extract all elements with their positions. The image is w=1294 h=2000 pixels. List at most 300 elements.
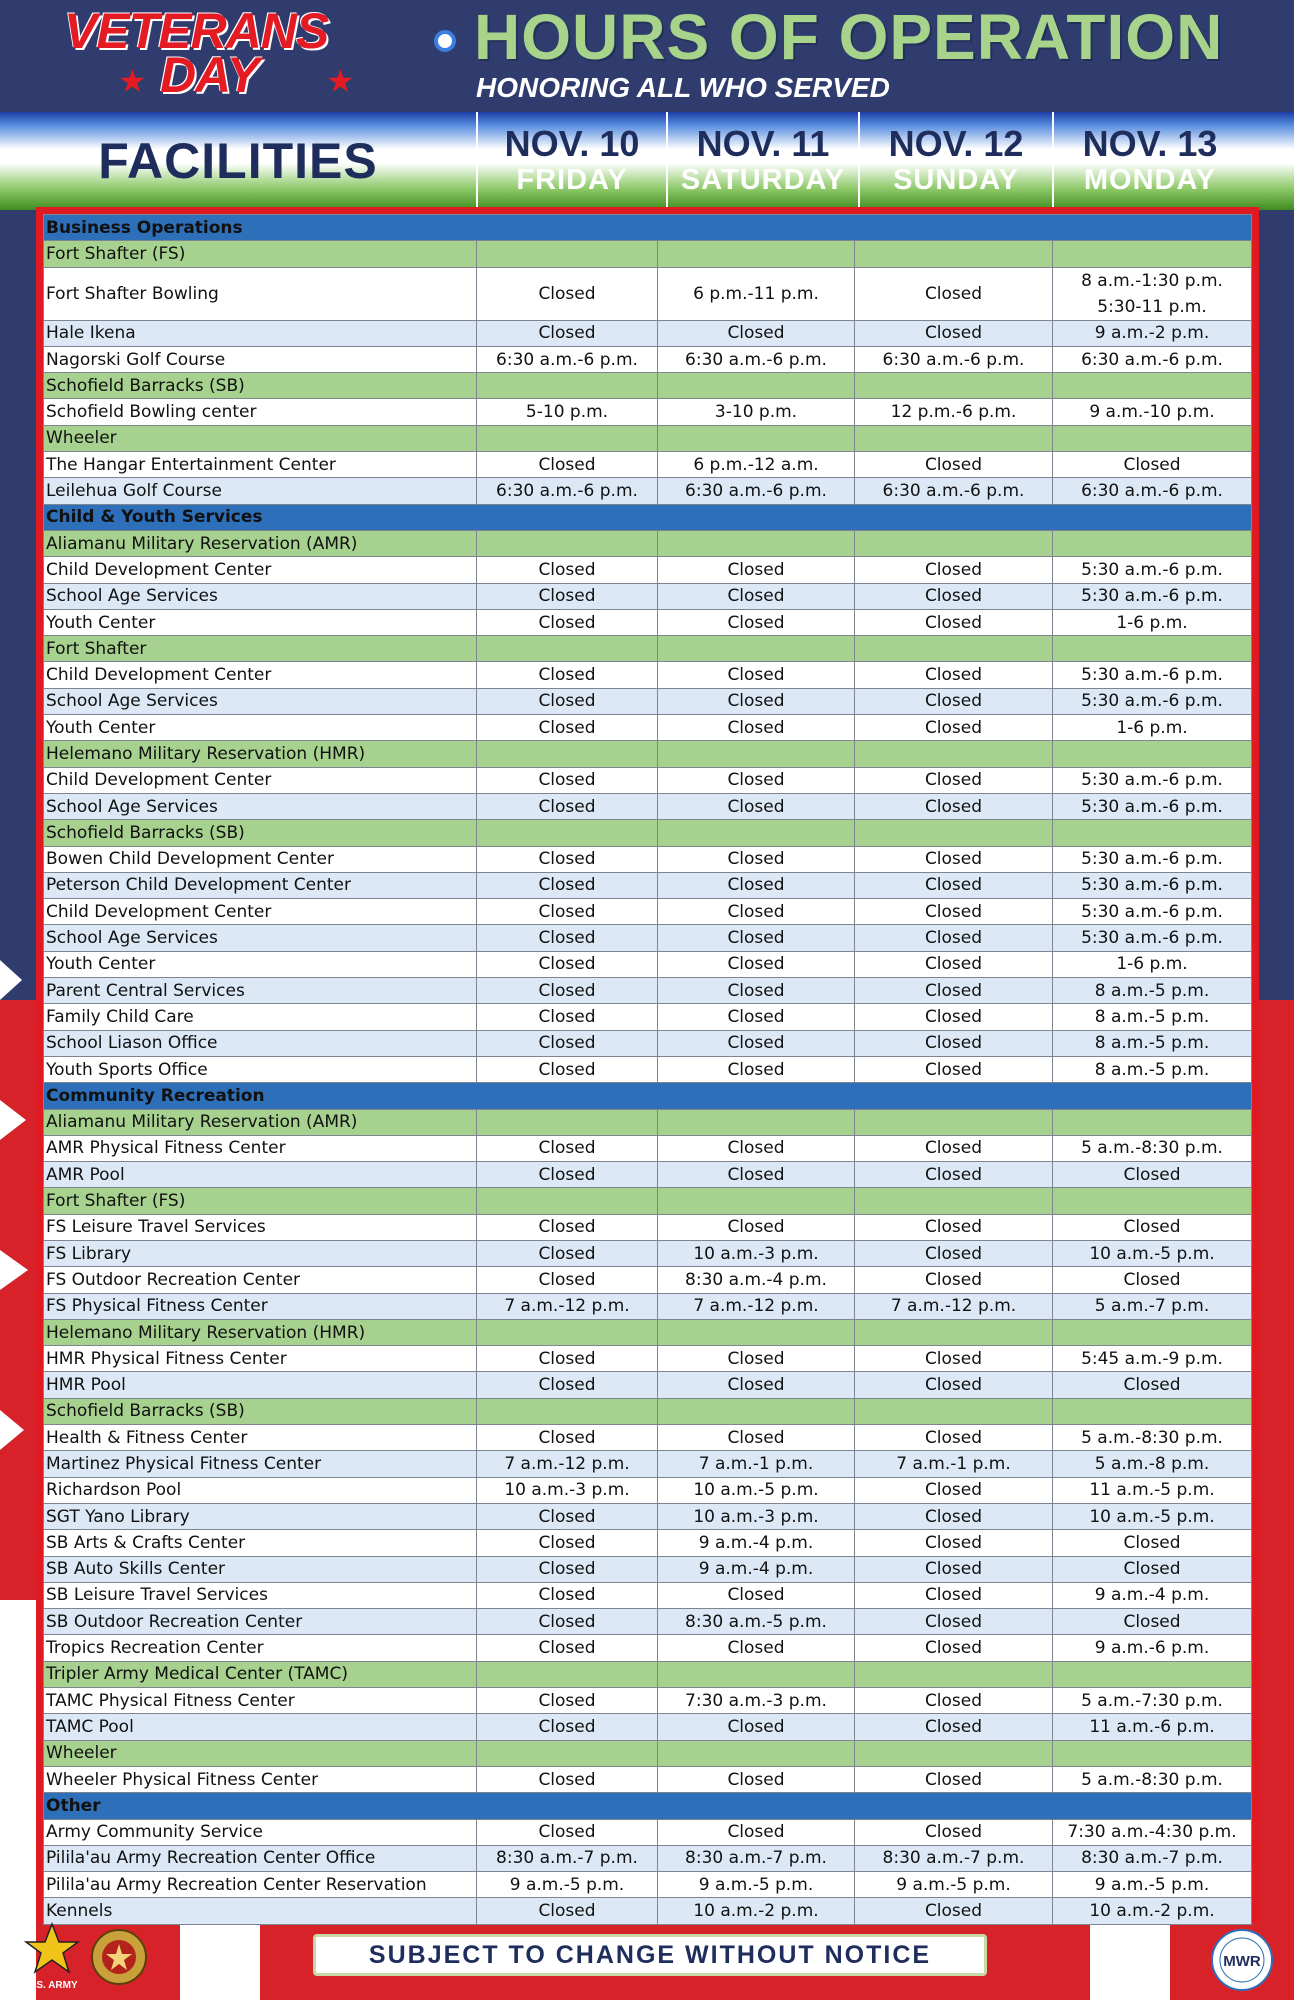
empty-cell [658, 636, 855, 662]
hours-cell: Closed [855, 1214, 1053, 1240]
empty-cell [1053, 820, 1252, 846]
facility-name: TAMC Physical Fitness Center [44, 1688, 477, 1714]
hours-cell: Closed [658, 899, 855, 925]
facility-name: Tropics Recreation Center [44, 1635, 477, 1661]
hours-cell: 10 a.m.-2 p.m. [658, 1898, 855, 1924]
hours-cell: 7 a.m.-12 p.m. [855, 1293, 1053, 1319]
hours-cell: Closed [477, 320, 658, 346]
hours-cell: Closed [477, 1346, 658, 1372]
empty-cell [855, 241, 1053, 267]
section-title: Business Operations [44, 215, 1252, 241]
hours-cell: Closed [658, 688, 855, 714]
hours-cell: Closed [855, 1635, 1053, 1661]
empty-cell [855, 1319, 1053, 1345]
hours-cell: 7 a.m.-12 p.m. [477, 1293, 658, 1319]
empty-cell [855, 820, 1053, 846]
empty-cell [1053, 636, 1252, 662]
facility-name: Family Child Care [44, 1004, 477, 1030]
hours-cell: Closed [855, 846, 1053, 872]
hours-cell: Closed [658, 1766, 855, 1792]
hours-cell: 6:30 a.m.-6 p.m. [658, 346, 855, 372]
hours-cell: 8 a.m.-1:30 p.m. 5:30-11 p.m. [1053, 267, 1252, 320]
hours-cell: Closed [477, 1056, 658, 1082]
table-row [44, 899, 1252, 925]
hours-cell: 9 a.m.-4 p.m. [658, 1530, 855, 1556]
hours-cell: Closed [658, 846, 855, 872]
day-weekday: MONDAY [1083, 164, 1217, 196]
location-title: Wheeler [44, 425, 477, 451]
facility-name: Pilila'au Army Recreation Center Reservation [44, 1872, 477, 1898]
table-row [44, 346, 1252, 372]
hours-cell: 9 a.m.-5 p.m. [658, 1872, 855, 1898]
facility-name: Child Development Center [44, 899, 477, 925]
hours-cell: Closed [477, 557, 658, 583]
facility-name: Richardson Pool [44, 1477, 477, 1503]
day-header-fri [476, 112, 666, 210]
hours-cell: Closed [477, 688, 658, 714]
hours-cell: Closed [658, 1582, 855, 1608]
empty-cell [477, 1319, 658, 1345]
hours-cell: 10 a.m.-3 p.m. [658, 1503, 855, 1529]
hours-cell: Closed [477, 1214, 658, 1240]
page-subtitle: HONORING ALL WHO SERVED [476, 72, 890, 103]
hours-cell: Closed [855, 1556, 1053, 1582]
facility-name: School Age Services [44, 793, 477, 819]
empty-cell [658, 530, 855, 556]
empty-cell [658, 1398, 855, 1424]
empty-cell [477, 241, 658, 267]
empty-cell [855, 636, 1053, 662]
hours-cell: 11 a.m.-6 p.m. [1053, 1714, 1252, 1740]
facility-name: Parent Central Services [44, 978, 477, 1004]
table-row [44, 1346, 1252, 1372]
hours-cell: 8:30 a.m.-7 p.m. [855, 1845, 1053, 1871]
table-row [44, 1451, 1252, 1477]
facility-name: FS Leisure Travel Services [44, 1214, 477, 1240]
empty-cell [1053, 373, 1252, 399]
location-title: Tripler Army Medical Center (TAMC) [44, 1661, 477, 1687]
hours-cell: Closed [658, 925, 855, 951]
facility-name: SB Outdoor Recreation Center [44, 1609, 477, 1635]
hours-cell: Closed [477, 1556, 658, 1582]
facility-name: Peterson Child Development Center [44, 872, 477, 898]
hours-cell: 5 a.m.-7:30 p.m. [1053, 1688, 1252, 1714]
empty-cell [1053, 425, 1252, 451]
section-title: Community Recreation [44, 1083, 1252, 1109]
hours-cell: 8:30 a.m.-7 p.m. [1053, 1845, 1252, 1871]
location-header-row [44, 241, 1252, 267]
hours-cell: Closed [477, 452, 658, 478]
hours-cell: 12 p.m.-6 p.m. [855, 399, 1053, 425]
table-row [44, 1293, 1252, 1319]
hours-cell: Closed [855, 1162, 1053, 1188]
army-label: U.S. ARMY [26, 1980, 78, 1991]
hours-cell: Closed [855, 1503, 1053, 1529]
table-row [44, 978, 1252, 1004]
hours-cell: 1-6 p.m. [1053, 609, 1252, 635]
hours-cell: Closed [855, 978, 1053, 1004]
table-row [44, 1240, 1252, 1266]
empty-cell [477, 425, 658, 451]
empty-cell [855, 530, 1053, 556]
hours-cell: Closed [477, 1240, 658, 1266]
table-row [44, 662, 1252, 688]
empty-cell [477, 741, 658, 767]
facility-name: School Liason Office [44, 1030, 477, 1056]
facility-name: School Age Services [44, 688, 477, 714]
table-row [44, 1503, 1252, 1529]
mwr-logo [1210, 1928, 1274, 1992]
hours-cell: 7:30 a.m.-4:30 p.m. [1053, 1819, 1252, 1845]
hours-cell: Closed [658, 662, 855, 688]
hours-cell: Closed [855, 872, 1053, 898]
schedule-table-frame [36, 207, 1259, 1922]
location-header-row [44, 1398, 1252, 1424]
table-row [44, 1898, 1252, 1924]
empty-cell [477, 636, 658, 662]
hours-cell: Closed [477, 1004, 658, 1030]
table-row [44, 1425, 1252, 1451]
facility-name: Bowen Child Development Center [44, 846, 477, 872]
facilities-heading: FACILITIES [98, 133, 378, 189]
hours-cell: Closed [477, 1372, 658, 1398]
table-row [44, 320, 1252, 346]
empty-cell [658, 1188, 855, 1214]
section-header-row [44, 1793, 1252, 1819]
facility-name: Health & Fitness Center [44, 1425, 477, 1451]
hours-cell: 5 a.m.-8 p.m. [1053, 1451, 1252, 1477]
hours-cell: Closed [477, 609, 658, 635]
hours-cell: Closed [855, 583, 1053, 609]
facility-name: SB Leisure Travel Services [44, 1582, 477, 1608]
hours-cell: 5:30 a.m.-6 p.m. [1053, 793, 1252, 819]
location-title: Fort Shafter [44, 636, 477, 662]
hours-cell: Closed [658, 1162, 855, 1188]
facility-name: Youth Center [44, 715, 477, 741]
hours-cell: Closed [658, 1214, 855, 1240]
empty-cell [855, 373, 1053, 399]
table-row [44, 715, 1252, 741]
empty-cell [477, 1109, 658, 1135]
empty-cell [1053, 741, 1252, 767]
hours-cell: 6 p.m.-12 a.m. [658, 452, 855, 478]
table-row [44, 583, 1252, 609]
empty-cell [1053, 1109, 1252, 1135]
hours-cell: Closed [658, 609, 855, 635]
hours-cell: Closed [855, 1609, 1053, 1635]
section-header-row [44, 1083, 1252, 1109]
hours-cell: Closed [1053, 1609, 1252, 1635]
facility-name: FS Outdoor Recreation Center [44, 1267, 477, 1293]
empty-cell [1053, 241, 1252, 267]
hours-cell: 10 a.m.-5 p.m. [1053, 1240, 1252, 1266]
location-title: Schofield Barracks (SB) [44, 820, 477, 846]
hours-cell: Closed [1053, 452, 1252, 478]
table-row [44, 793, 1252, 819]
hours-cell: Closed [855, 715, 1053, 741]
hours-cell: 8 a.m.-5 p.m. [1053, 1004, 1252, 1030]
hours-cell: Closed [477, 1635, 658, 1661]
facility-name: Pilila'au Army Recreation Center Office [44, 1845, 477, 1871]
hours-cell: Closed [855, 1267, 1053, 1293]
facility-name: Army Community Service [44, 1819, 477, 1845]
hours-cell: Closed [855, 1898, 1053, 1924]
hours-cell: 10 a.m.-3 p.m. [477, 1477, 658, 1503]
location-header-row [44, 1319, 1252, 1345]
location-header-row [44, 1661, 1252, 1687]
empty-cell [1053, 1661, 1252, 1687]
location-header-row [44, 373, 1252, 399]
hours-cell: 7 a.m.-1 p.m. [658, 1451, 855, 1477]
hours-cell: 5:30 a.m.-6 p.m. [1053, 688, 1252, 714]
hours-cell: 9 a.m.-5 p.m. [477, 1872, 658, 1898]
hours-cell: 8:30 a.m.-7 p.m. [658, 1845, 855, 1871]
empty-cell [477, 1740, 658, 1766]
facility-name: Fort Shafter Bowling [44, 267, 477, 320]
section-title: Child & Youth Services [44, 504, 1252, 530]
hours-cell: 10 a.m.-5 p.m. [658, 1477, 855, 1503]
hours-cell: 10 a.m.-3 p.m. [658, 1240, 855, 1266]
empty-cell [477, 530, 658, 556]
hours-cell: Closed [855, 1766, 1053, 1792]
table-row [44, 1635, 1252, 1661]
table-row [44, 1162, 1252, 1188]
garrison-crest-icon [90, 1928, 148, 1986]
hours-cell: Closed [1053, 1530, 1252, 1556]
hours-cell: Closed [1053, 1267, 1252, 1293]
section-header-row [44, 504, 1252, 530]
facility-name: Child Development Center [44, 767, 477, 793]
hours-cell: Closed [658, 1714, 855, 1740]
hours-cell: Closed [658, 1635, 855, 1661]
hours-cell: 5:30 a.m.-6 p.m. [1053, 583, 1252, 609]
change-notice: SUBJECT TO CHANGE WITHOUT NOTICE [313, 1934, 987, 1976]
hours-cell: Closed [658, 1030, 855, 1056]
hours-cell: 6:30 a.m.-6 p.m. [1053, 478, 1252, 504]
location-title: Wheeler [44, 1740, 477, 1766]
empty-cell [477, 1661, 658, 1687]
table-row [44, 1556, 1252, 1582]
hours-table [43, 214, 1252, 1925]
empty-cell [477, 820, 658, 846]
table-row [44, 478, 1252, 504]
facility-name: HMR Pool [44, 1372, 477, 1398]
hours-cell: 7:30 a.m.-3 p.m. [658, 1688, 855, 1714]
hours-cell: Closed [855, 899, 1053, 925]
hours-cell: Closed [477, 1714, 658, 1740]
facility-name: Youth Sports Office [44, 1056, 477, 1082]
location-header-row [44, 741, 1252, 767]
hours-cell: Closed [855, 1714, 1053, 1740]
table-row [44, 872, 1252, 898]
empty-cell [855, 1109, 1053, 1135]
table-row [44, 267, 1252, 320]
hours-cell: 5:30 a.m.-6 p.m. [1053, 662, 1252, 688]
empty-cell [658, 1740, 855, 1766]
facility-name: SB Arts & Crafts Center [44, 1530, 477, 1556]
hours-cell: 8:30 a.m.-4 p.m. [658, 1267, 855, 1293]
facility-name: Youth Center [44, 609, 477, 635]
hours-cell: 1-6 p.m. [1053, 715, 1252, 741]
facility-name: Wheeler Physical Fitness Center [44, 1766, 477, 1792]
hours-cell: 10 a.m.-2 p.m. [1053, 1898, 1252, 1924]
hours-cell: Closed [477, 662, 658, 688]
table-row [44, 452, 1252, 478]
hours-cell: Closed [658, 978, 855, 1004]
empty-cell [658, 425, 855, 451]
facility-name: SGT Yano Library [44, 1503, 477, 1529]
hours-cell: 8:30 a.m.-5 p.m. [658, 1609, 855, 1635]
hours-cell: Closed [477, 1030, 658, 1056]
hours-cell: Closed [477, 583, 658, 609]
hours-cell: Closed [658, 872, 855, 898]
hours-cell: Closed [855, 1477, 1053, 1503]
hours-cell: 8 a.m.-5 p.m. [1053, 1056, 1252, 1082]
hours-cell: 5:30 a.m.-6 p.m. [1053, 767, 1252, 793]
hours-cell: Closed [477, 925, 658, 951]
table-row [44, 557, 1252, 583]
day-date: NOV. 10 [504, 123, 640, 164]
hours-cell: 6:30 a.m.-6 p.m. [1053, 346, 1252, 372]
hours-cell: 5:30 a.m.-6 p.m. [1053, 846, 1252, 872]
location-title: Fort Shafter (FS) [44, 241, 477, 267]
facility-name: School Age Services [44, 925, 477, 951]
hours-cell: Closed [855, 1372, 1053, 1398]
location-title: Fort Shafter (FS) [44, 1188, 477, 1214]
location-header-row [44, 530, 1252, 556]
hours-cell: Closed [658, 1135, 855, 1161]
hours-cell: Closed [658, 715, 855, 741]
hours-cell: 3-10 p.m. [658, 399, 855, 425]
hours-cell: 9 a.m.-5 p.m. [855, 1872, 1053, 1898]
hours-cell: Closed [1053, 1556, 1252, 1582]
day-header-mon [1052, 112, 1246, 210]
hours-cell: Closed [855, 609, 1053, 635]
table-row [44, 846, 1252, 872]
facility-name: Schofield Bowling center [44, 399, 477, 425]
hours-cell: 8 a.m.-5 p.m. [1053, 1030, 1252, 1056]
empty-cell [855, 1188, 1053, 1214]
table-row [44, 1819, 1252, 1845]
hours-cell: 8:30 a.m.-7 p.m. [477, 1845, 658, 1871]
hours-cell: 7 a.m.-12 p.m. [658, 1293, 855, 1319]
facility-name: FS Library [44, 1240, 477, 1266]
location-header-row [44, 425, 1252, 451]
facility-name: The Hangar Entertainment Center [44, 452, 477, 478]
table-row [44, 1030, 1252, 1056]
location-header-row [44, 1109, 1252, 1135]
empty-cell [658, 373, 855, 399]
hours-cell: 5-10 p.m. [477, 399, 658, 425]
location-header-row [44, 1188, 1252, 1214]
facility-name: FS Physical Fitness Center [44, 1293, 477, 1319]
hours-cell: Closed [855, 1030, 1053, 1056]
hours-cell: 6:30 a.m.-6 p.m. [855, 478, 1053, 504]
table-row [44, 1056, 1252, 1082]
hours-cell: Closed [658, 1372, 855, 1398]
hours-cell: 9 a.m.-2 p.m. [1053, 320, 1252, 346]
table-row [44, 1477, 1252, 1503]
day-date: NOV. 13 [1082, 123, 1218, 164]
table-row [44, 925, 1252, 951]
day-weekday: FRIDAY [516, 164, 628, 196]
table-row [44, 1372, 1252, 1398]
facility-name: TAMC Pool [44, 1714, 477, 1740]
hours-cell: 5:45 a.m.-9 p.m. [1053, 1346, 1252, 1372]
hours-cell: 9 a.m.-4 p.m. [1053, 1582, 1252, 1608]
hours-cell: Closed [855, 1004, 1053, 1030]
table-row [44, 1530, 1252, 1556]
location-title: Aliamanu Military Reservation (AMR) [44, 530, 477, 556]
empty-cell [658, 241, 855, 267]
star-icon: ★ [118, 62, 147, 100]
location-header-row [44, 820, 1252, 846]
hours-cell: Closed [855, 951, 1053, 977]
hours-cell: Closed [658, 320, 855, 346]
star-icon: ★ [326, 62, 355, 100]
hours-cell: 5:30 a.m.-6 p.m. [1053, 557, 1252, 583]
hours-cell: 6:30 a.m.-6 p.m. [855, 346, 1053, 372]
hours-cell: Closed [477, 978, 658, 1004]
hours-cell: Closed [658, 583, 855, 609]
empty-cell [855, 1398, 1053, 1424]
hours-cell: 8 a.m.-5 p.m. [1053, 978, 1252, 1004]
hours-cell: 1-6 p.m. [1053, 951, 1252, 977]
hours-cell: 10 a.m.-5 p.m. [1053, 1503, 1252, 1529]
hours-cell: Closed [658, 557, 855, 583]
hours-cell: Closed [477, 1688, 658, 1714]
empty-cell [477, 1188, 658, 1214]
table-row [44, 1845, 1252, 1871]
location-title: Schofield Barracks (SB) [44, 1398, 477, 1424]
facility-name: AMR Pool [44, 1162, 477, 1188]
hours-cell: Closed [658, 1425, 855, 1451]
hours-cell: Closed [477, 951, 658, 977]
day-wordmark: DAY [160, 47, 259, 103]
hours-cell: Closed [477, 1425, 658, 1451]
hours-cell: Closed [855, 1530, 1053, 1556]
hours-cell: 5 a.m.-8:30 p.m. [1053, 1135, 1252, 1161]
empty-cell [477, 1398, 658, 1424]
column-header-band [0, 112, 1294, 210]
empty-cell [855, 1740, 1053, 1766]
page-title: HOURS OF OPERATION [474, 1, 1224, 73]
day-header-sat [666, 112, 858, 210]
hours-cell: Closed [658, 793, 855, 819]
hours-cell: Closed [477, 715, 658, 741]
location-title: Helemano Military Reservation (HMR) [44, 1319, 477, 1345]
facility-name: Hale Ikena [44, 320, 477, 346]
hours-cell: Closed [855, 925, 1053, 951]
hours-cell: Closed [855, 1056, 1053, 1082]
empty-cell [658, 1109, 855, 1135]
us-army-logo [22, 1922, 82, 1992]
location-header-row [44, 1740, 1252, 1766]
hours-cell: 6:30 a.m.-6 p.m. [658, 478, 855, 504]
hours-cell: 6:30 a.m.-6 p.m. [477, 346, 658, 372]
table-row [44, 767, 1252, 793]
empty-cell [1053, 1319, 1252, 1345]
hours-cell: 9 a.m.-4 p.m. [658, 1556, 855, 1582]
hours-cell: Closed [855, 1582, 1053, 1608]
hours-cell: Closed [855, 688, 1053, 714]
hours-cell: 5 a.m.-8:30 p.m. [1053, 1425, 1252, 1451]
table-row [44, 609, 1252, 635]
facility-name: Martinez Physical Fitness Center [44, 1451, 477, 1477]
hours-cell: Closed [477, 1898, 658, 1924]
hours-cell: Closed [477, 1135, 658, 1161]
facility-name: HMR Physical Fitness Center [44, 1346, 477, 1372]
